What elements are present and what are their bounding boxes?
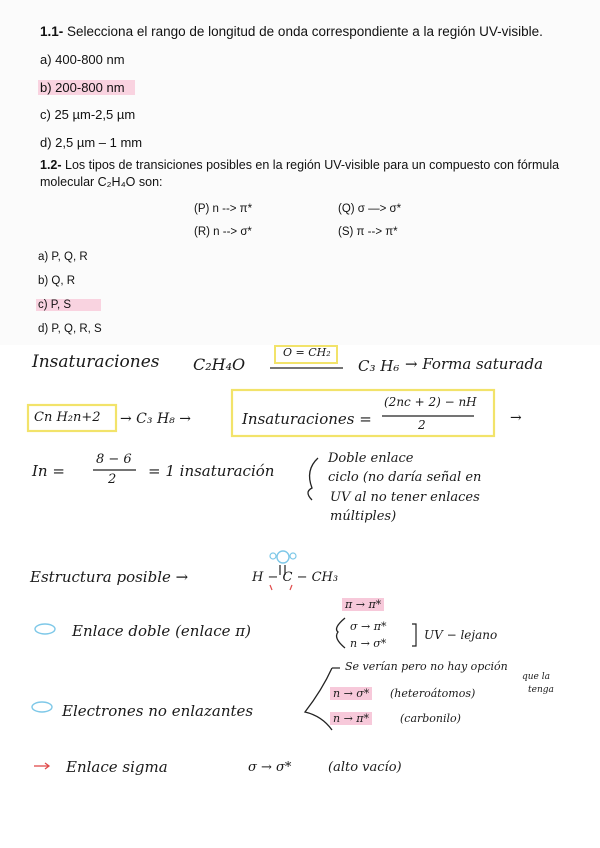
q2-option-b: b) Q, R: [38, 275, 76, 287]
brace-2: [337, 618, 345, 648]
hw-sigma-sigma-star: σ → σ*: [248, 760, 292, 775]
hw-formula: C₂H₄O: [193, 355, 246, 374]
question-1-number: 1.1-: [40, 24, 64, 39]
hw-n-sigma-star-2: n → σ*: [330, 687, 372, 700]
q2-option-d: d) P, Q, R, S: [38, 323, 102, 335]
q1-option-a: a) 400-800 nm: [40, 52, 125, 67]
q1-option-d: d) 2,5 µm – 1 mm: [40, 135, 143, 150]
transition-p: (P) n --> π*: [194, 203, 253, 215]
transition-s: (S) π --> π*: [338, 226, 398, 238]
hw-saturated-form: → Forma saturada: [405, 355, 544, 373]
q1-option-c: c) 25 µm-2,5 µm: [40, 107, 136, 122]
hw-nonbonding-label: Electrones no enlazantes: [62, 702, 254, 720]
hw-carbonyl: (carbonilo): [400, 712, 461, 725]
hw-in-result: = 1 insaturación: [148, 462, 275, 480]
hw-insaturaciones-label: Insaturaciones: [32, 352, 160, 372]
transition-q: (Q) σ —> σ*: [338, 203, 402, 215]
q2-option-c-highlight: c) P, S: [36, 299, 101, 311]
hw-pi-pi-star: π → π*: [342, 598, 384, 611]
q1-option-b-highlight: b) 200-800 nm: [38, 80, 135, 95]
hw-note-line2: que la: [522, 672, 550, 682]
brace-1: [308, 458, 318, 500]
question-2-text-line2: molecular C₂H₄O son:: [40, 175, 163, 189]
hw-in-label: In =: [32, 462, 65, 480]
hw-brace-multiple: múltiples): [330, 509, 397, 524]
q2-option-a: a) P, Q, R: [38, 251, 88, 263]
hw-arrow: →: [510, 410, 522, 426]
hw-would-see-note: Se verían pero no hay opción: [345, 660, 508, 673]
hw-double-bond-label: Enlace doble (enlace π): [72, 622, 251, 640]
hw-insat-formula-label: Insaturaciones =: [242, 410, 372, 428]
bullet-circle-2: [32, 702, 52, 712]
question-2-number: 1.2-: [40, 158, 62, 172]
hw-numerator: (2nc + 2) − nH: [384, 395, 477, 409]
brace-3: [305, 668, 332, 730]
bullet-circle-1: [35, 624, 55, 634]
hw-structure-label: Estructura posible →: [30, 568, 189, 586]
question-1-text: Selecciona el rango de longitud de onda correspondiente a la región UV-visible.: [67, 24, 543, 39]
oxygen-circle: [277, 551, 289, 563]
question-2-text-line1: Los tipos de transiciones posibles en la región UV-visible para un compuesto con fórmula: [65, 158, 560, 172]
hw-heteroatoms: (heteroátomos): [390, 687, 476, 700]
hw-sigma-pi-star: σ → π*: [350, 620, 387, 633]
hw-general-formula: Cn H₂n+2: [34, 410, 101, 425]
hw-boxed-group: O = CH₂: [283, 346, 331, 359]
transition-r: (R) n --> σ*: [194, 226, 252, 238]
hw-propane: → C₃ H₈ →: [120, 411, 191, 427]
hw-brace-uv: UV al no tener enlaces: [330, 490, 480, 505]
hw-n-sigma-star: n → σ*: [350, 637, 387, 650]
hw-sigma-bond-label: Enlace sigma: [66, 758, 168, 776]
hw-result-formula: C₃ H₆: [358, 357, 400, 375]
hw-in-denominator: 2: [108, 472, 117, 487]
hw-denominator: 2: [418, 418, 426, 432]
hw-structure-formula: H − C − CH₃: [252, 570, 339, 585]
hw-brace-cycle: ciclo (no daría señal en: [328, 470, 482, 485]
hw-in-numerator: 8 − 6: [96, 452, 132, 467]
hw-brace-double-bond: Doble enlace: [328, 451, 414, 466]
hw-high-vacuum: (alto vacío): [328, 760, 402, 775]
hw-note-line3: tenga: [528, 685, 554, 695]
hw-n-pi-star: n → π*: [330, 712, 372, 725]
hw-far-uv: UV − lejano: [424, 628, 498, 642]
